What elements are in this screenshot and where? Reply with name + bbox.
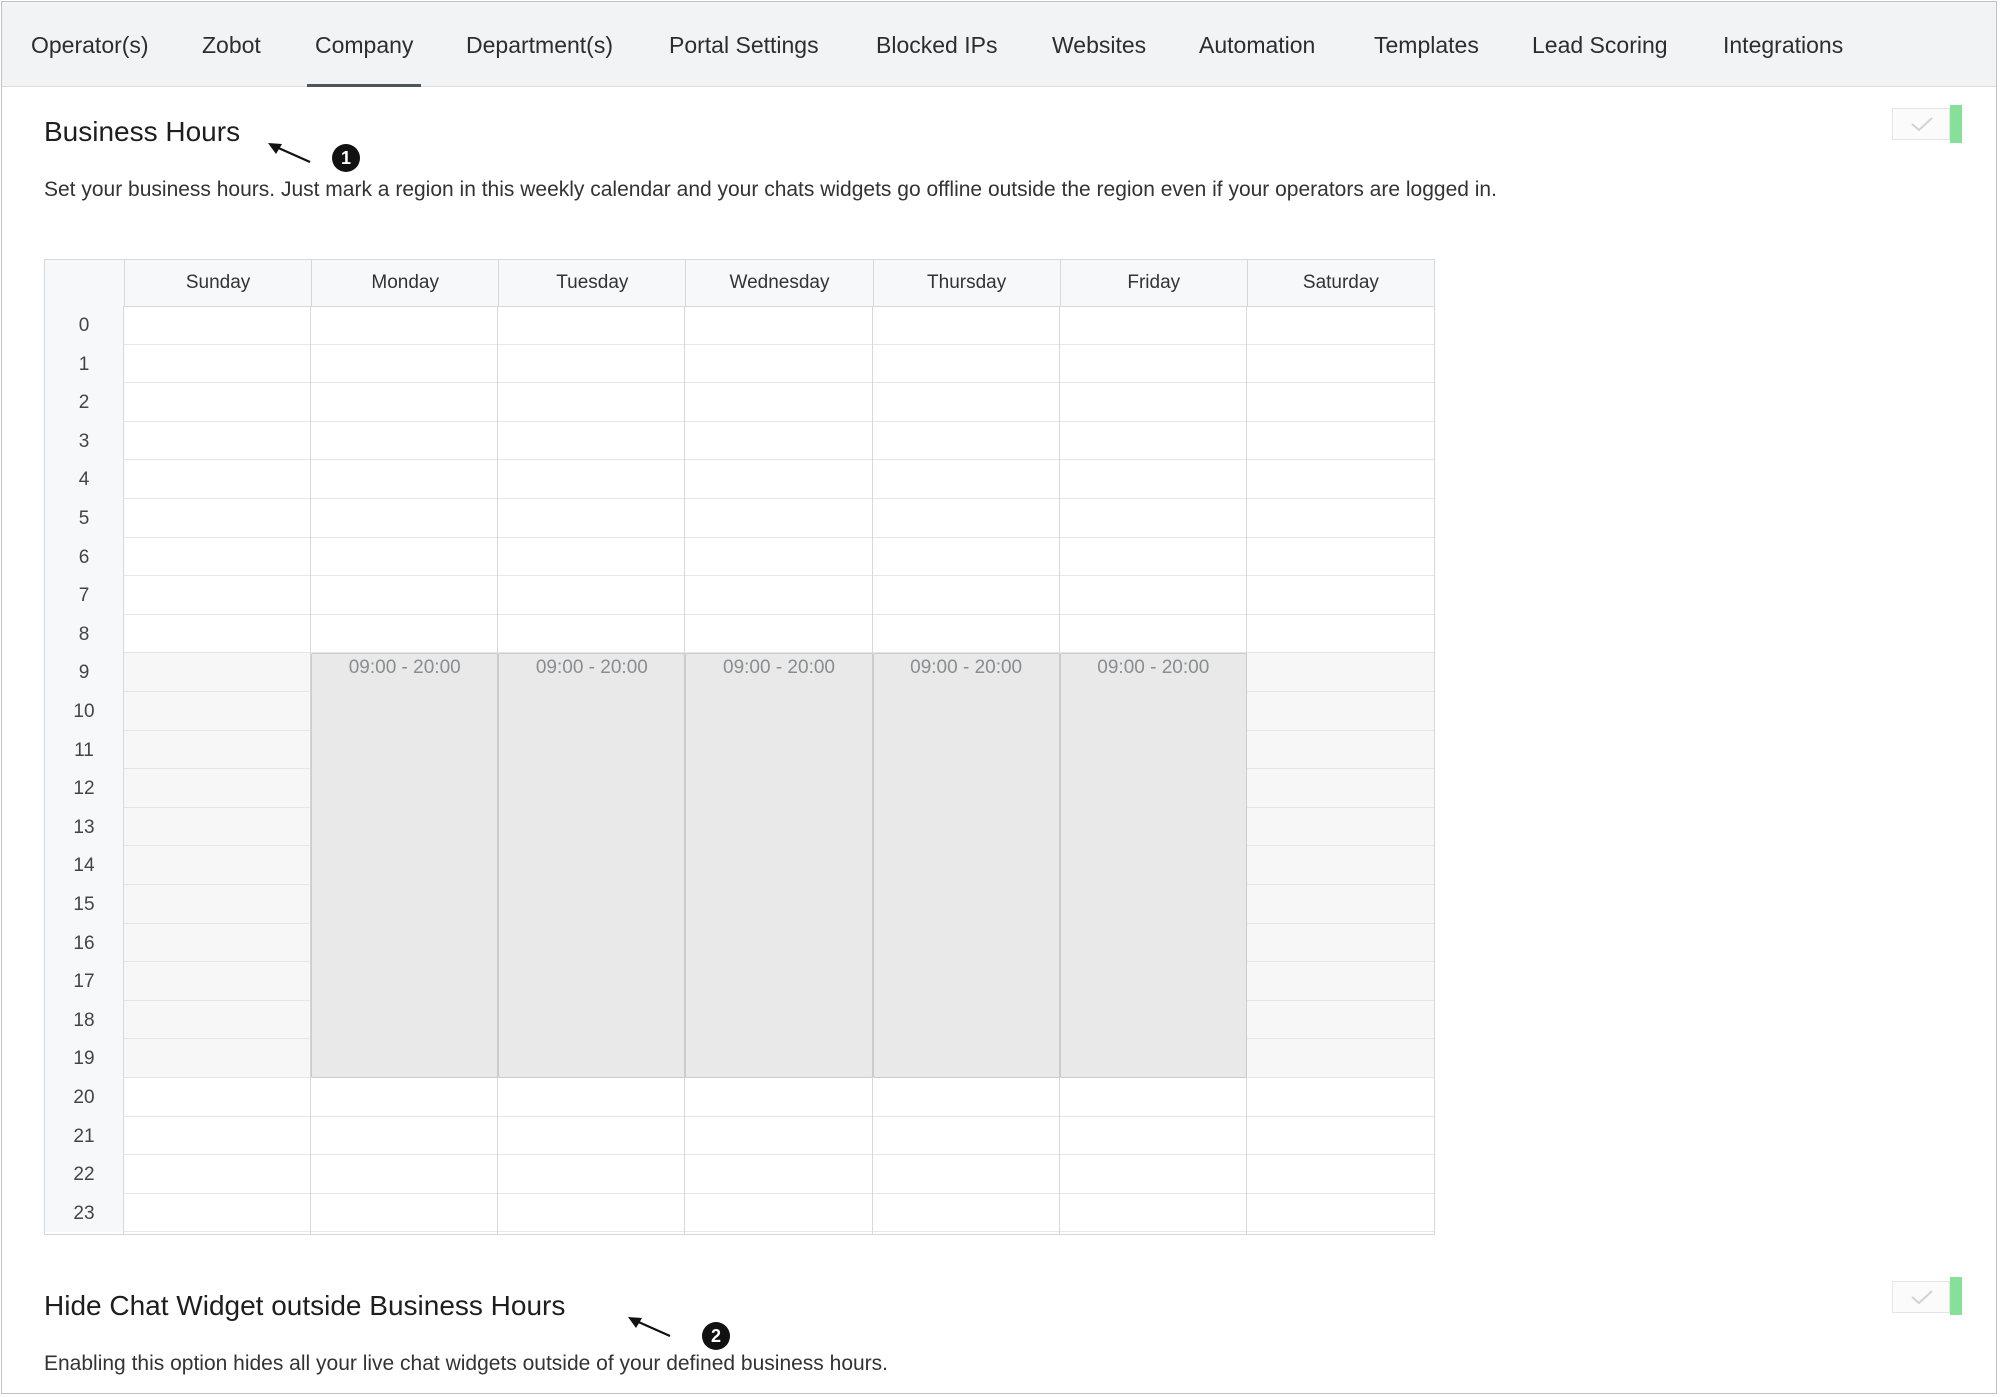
business-hours-toggle[interactable] bbox=[1892, 108, 1950, 140]
hour-label: 15 bbox=[45, 885, 123, 924]
calendar-row-cells[interactable] bbox=[124, 1078, 1434, 1116]
calendar-row-cells[interactable] bbox=[124, 306, 1434, 344]
calendar-row-cells[interactable] bbox=[124, 1155, 1434, 1193]
hour-label: 5 bbox=[45, 499, 123, 538]
settings-window bbox=[1, 1, 1997, 1394]
calendar-row-cells[interactable] bbox=[124, 383, 1434, 421]
column-divider bbox=[123, 306, 124, 1234]
business-hours-block-friday[interactable] bbox=[1060, 653, 1247, 1078]
calendar-row-cells[interactable] bbox=[124, 1194, 1434, 1232]
business-hours-block-tuesday[interactable] bbox=[498, 653, 685, 1078]
day-header-saturday: Saturday bbox=[1247, 260, 1434, 306]
business-hours-description: Set your business hours. Just mark a region in this weekly calendar and your chats widgets go offline outside the region even if your operators are logged in. bbox=[44, 178, 1497, 201]
hide-widget-toggle[interactable] bbox=[1892, 1281, 1950, 1313]
callout-badge-1: 1 bbox=[332, 144, 360, 172]
callout-badge-2: 2 bbox=[702, 1322, 730, 1350]
toggle-on-indicator bbox=[1950, 105, 1962, 143]
hour-label: 2 bbox=[45, 383, 123, 422]
business-hours-block-thursday[interactable] bbox=[873, 653, 1060, 1078]
business-hours-calendar[interactable] bbox=[44, 259, 1435, 1235]
calendar-hour-row[interactable] bbox=[45, 1194, 1434, 1233]
business-hours-block-label: 09:00 - 20:00 bbox=[910, 657, 1023, 679]
calendar-hour-row[interactable] bbox=[45, 306, 1434, 345]
day-header-sunday: Sunday bbox=[124, 260, 311, 306]
calendar-row-cells[interactable] bbox=[124, 345, 1434, 383]
calendar-hour-row[interactable] bbox=[45, 538, 1434, 577]
hour-label: 14 bbox=[45, 846, 123, 885]
hour-label: 18 bbox=[45, 1001, 123, 1040]
hour-label: 23 bbox=[45, 1194, 123, 1233]
check-icon bbox=[1910, 115, 1934, 133]
tab-departments[interactable]: Department(s) bbox=[466, 32, 613, 58]
hour-label: 12 bbox=[45, 769, 123, 808]
calendar-row-cells[interactable] bbox=[124, 1117, 1434, 1155]
calendar-header bbox=[45, 260, 1434, 307]
hour-label: 6 bbox=[45, 538, 123, 577]
tab-templates[interactable]: Templates bbox=[1374, 32, 1479, 58]
hour-label: 20 bbox=[45, 1078, 123, 1117]
hour-label: 16 bbox=[45, 924, 123, 963]
calendar-hour-row[interactable] bbox=[45, 1117, 1434, 1156]
day-header-friday: Friday bbox=[1060, 260, 1247, 306]
calendar-hour-row[interactable] bbox=[45, 460, 1434, 499]
tab-websites[interactable]: Websites bbox=[1052, 32, 1147, 58]
hour-label: 13 bbox=[45, 808, 123, 847]
hour-label: 1 bbox=[45, 345, 123, 384]
hour-label: 4 bbox=[45, 460, 123, 499]
calendar-hour-row[interactable] bbox=[45, 576, 1434, 615]
calendar-row-cells[interactable] bbox=[124, 615, 1434, 653]
calendar-hour-row[interactable] bbox=[45, 615, 1434, 654]
business-hours-block-label: 09:00 - 20:00 bbox=[723, 657, 835, 679]
hour-label: 21 bbox=[45, 1117, 123, 1156]
calendar-hour-row[interactable] bbox=[45, 422, 1434, 461]
tab-automation[interactable]: Automation bbox=[1199, 32, 1316, 58]
tab-portal-settings[interactable]: Portal Settings bbox=[669, 32, 819, 58]
day-header-wednesday: Wednesday bbox=[685, 260, 872, 306]
hour-label: 9 bbox=[45, 653, 123, 692]
hour-label: 19 bbox=[45, 1039, 123, 1078]
calendar-hour-row[interactable] bbox=[45, 383, 1434, 422]
hide-widget-title: Hide Chat Widget outside Business Hours bbox=[44, 1290, 566, 1321]
hide-widget-description: Enabling this option hides all your live chat widgets outside of your defined business hours. bbox=[44, 1352, 889, 1375]
calendar-hour-row[interactable] bbox=[45, 345, 1434, 384]
business-hours-block-label: 09:00 - 20:00 bbox=[348, 657, 461, 679]
hour-label: 3 bbox=[45, 422, 123, 461]
hour-label: 7 bbox=[45, 576, 123, 615]
business-hours-block-monday[interactable] bbox=[311, 653, 498, 1078]
calendar-row-cells[interactable] bbox=[124, 576, 1434, 614]
business-hours-block-wednesday[interactable] bbox=[685, 653, 872, 1078]
calendar-hour-row[interactable] bbox=[45, 1078, 1434, 1117]
callout-arrow-icon bbox=[264, 138, 314, 168]
calendar-row-cells[interactable] bbox=[124, 422, 1434, 460]
toggle-on-indicator bbox=[1950, 1277, 1962, 1315]
calendar-row-cells[interactable] bbox=[124, 538, 1434, 576]
tab-blocked-ips[interactable]: Blocked IPs bbox=[876, 32, 998, 58]
day-header-monday: Monday bbox=[311, 260, 498, 306]
day-header-thursday: Thursday bbox=[873, 260, 1060, 306]
business-hours-block-label: 09:00 - 20:00 bbox=[1097, 657, 1210, 679]
business-hours-block-label: 09:00 - 20:00 bbox=[535, 657, 648, 679]
settings-tab-bar bbox=[2, 2, 1996, 87]
hour-label: 22 bbox=[45, 1155, 123, 1194]
hour-label: 11 bbox=[45, 731, 123, 770]
tab-integrations[interactable]: Integrations bbox=[1723, 32, 1844, 58]
hour-label: 17 bbox=[45, 962, 123, 1001]
callout-arrow-icon bbox=[624, 1312, 674, 1342]
tab-company[interactable]: Company bbox=[315, 2, 413, 86]
tab-zobot[interactable]: Zobot bbox=[202, 32, 261, 58]
tab-operators[interactable]: Operator(s) bbox=[31, 32, 149, 58]
calendar-hour-row[interactable] bbox=[45, 1155, 1434, 1194]
hour-label: 8 bbox=[45, 615, 123, 654]
hour-label: 10 bbox=[45, 692, 123, 731]
day-header-tuesday: Tuesday bbox=[498, 260, 685, 306]
tab-lead-scoring[interactable]: Lead Scoring bbox=[1532, 32, 1668, 58]
calendar-hour-row[interactable] bbox=[45, 499, 1434, 538]
check-icon bbox=[1910, 1288, 1934, 1306]
calendar-row-cells[interactable] bbox=[124, 460, 1434, 498]
business-hours-title: Business Hours bbox=[44, 116, 241, 147]
calendar-row-cells[interactable] bbox=[124, 499, 1434, 537]
hour-label: 0 bbox=[45, 306, 123, 345]
